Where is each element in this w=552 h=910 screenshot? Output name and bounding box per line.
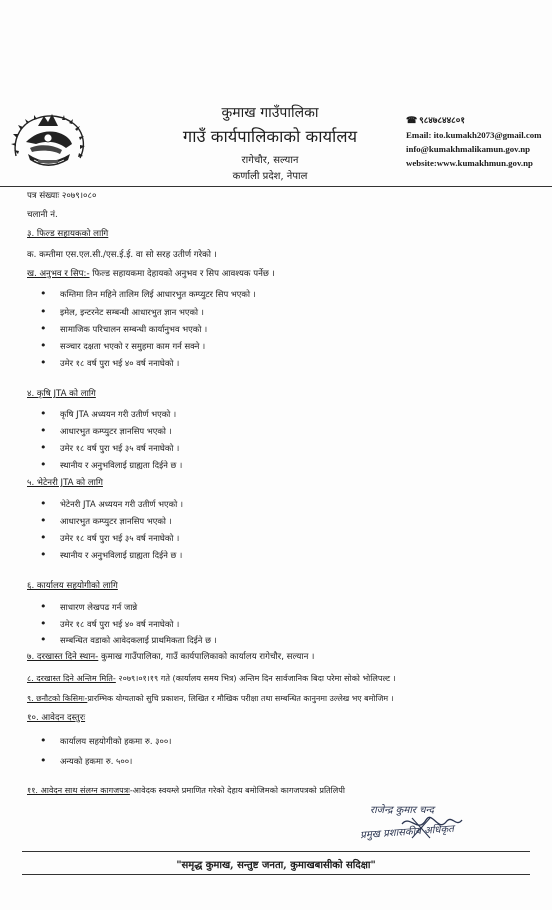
office-name: गाउँ कार्यपालिकाको कार्यालय bbox=[182, 127, 358, 146]
list-item: • आधारभुत कम्प्युटर ज्ञानसिप भएको । bbox=[60, 426, 172, 437]
selection-method-text: प्रारम्भिक योग्यताको सुचि प्रकाशन, लिखित र मौखिक परीक्षा तथा सम्बन्धित कानुनमा उल्लेख भए बमोजिम । bbox=[87, 694, 394, 703]
list-item: • भेटेनरी JTA अध्ययन गरी उतीर्ण भएको । bbox=[60, 499, 183, 510]
list-item: • अन्यको हकमा रु. ५००। bbox=[60, 756, 132, 767]
list-item: • आधारभुत कम्प्युटर ज्ञानसिप भएको । bbox=[60, 516, 172, 527]
deadline-label: ८. दरखास्त दिने अन्तिम मिति- bbox=[27, 673, 116, 683]
list-item: • सम्बन्धित वडाको आवेदकलाई प्राथमिकता दिईने छ । bbox=[60, 635, 217, 646]
section-agri-jta-title: ४. कृषि JTA को लागि bbox=[27, 389, 96, 399]
email-secondary[interactable]: info@kumakhmalikamun.gov.np bbox=[406, 144, 531, 154]
office-province: कर्णाली प्रदेश, नेपाल bbox=[232, 171, 308, 182]
section-field-assistant-qualification: क. कम्तीमा एस.एल.सी./एस.ई.ई. वा सो सरह उतीर्ण गरेको । bbox=[27, 250, 217, 260]
letter-number: पत्र संख्याः २०७९।०८० bbox=[27, 191, 97, 201]
experience-text: फिल्ड सहायकमा देहायको अनुभव र सिप आवश्यक पर्नेछ । bbox=[89, 269, 275, 279]
list-item: • कार्यालय सहयोगीको हकमा रु. ३००। bbox=[60, 736, 171, 747]
footer-divider-top bbox=[22, 851, 530, 852]
section-fee-title: १०. आवेदन दस्तुरः bbox=[27, 713, 86, 723]
list-item: • साधारण लेखपढ गर्न जान्ने bbox=[60, 602, 137, 613]
list-item: • स्थानीय र अनुभविलाई ग्राह्यता दिईने छ । bbox=[60, 460, 182, 471]
list-item: • उमेर १८ वर्ष पुरा भई ३५ वर्ष ननाघेको । bbox=[60, 533, 179, 544]
header-divider bbox=[0, 186, 552, 187]
municipality-emblem bbox=[8, 108, 88, 178]
email-primary[interactable]: Email: ito.kumakh2073@gmail.com bbox=[406, 130, 542, 140]
list-item: • उमेर १८ वर्ष पुरा भई ४० वर्ष ननाघेको । bbox=[60, 619, 179, 630]
list-item: • स्थानीय र अनुभविलाई ग्राह्यता दिईने छ । bbox=[60, 550, 182, 561]
experience-label: ख. अनुभव र सिप:- bbox=[27, 269, 90, 279]
footer-slogan: "समृद्ध कुमाख, सन्तुष्ट जनता, कुमाखबासीको सदिक्षा" bbox=[176, 860, 376, 871]
website-link[interactable]: website:www.kumakhmun.gov.np bbox=[406, 158, 533, 168]
list-item: • सञ्चार दक्षता भएको र समुहमा काम गर्न सक्ने । bbox=[60, 341, 205, 352]
selection-method-label: ९. छनौटको किसिमः- bbox=[27, 694, 88, 703]
section-vet-jta-title: ५. भेटेनरी JTA को लागि bbox=[27, 478, 103, 488]
section-selection-method bbox=[27, 693, 394, 704]
org-name: कुमाख गाउँपालिका bbox=[221, 105, 319, 121]
documents-text: -आवेदक स्वयम्ले प्रमाणित गरेको देहाय बमोजिमको कागजपत्रको प्रतिलिपी bbox=[129, 785, 345, 795]
application-place-label: ७. दरखास्त दिने स्थान- bbox=[27, 652, 99, 662]
footer-divider-bottom bbox=[22, 874, 530, 875]
signature-block bbox=[360, 798, 500, 846]
section-office-helper-title: ६. कार्यालय सहयोगीको लागि bbox=[27, 581, 118, 591]
section-deadline bbox=[27, 673, 396, 684]
deadline-text: २०७९।०१।१९ गते (कार्यालय समय भित्र) अन्तिम दिन सार्वजानिक बिदा परेमा सोको भोलिपल्ट । bbox=[115, 673, 396, 683]
list-item: • इमेल, इन्टरनेट सम्बन्धी आधारभुत ज्ञान भएको । bbox=[60, 307, 204, 318]
section-field-assistant-experience bbox=[27, 269, 275, 280]
documents-label: ११. आवेदन साथ संलग्न कागजपत्रः bbox=[27, 785, 130, 795]
list-item: • उमेर १८ वर्ष पुरा भई ४० वर्ष ननाघेको । bbox=[60, 358, 179, 369]
list-item: • सामाजिक परिचालन सम्बन्धी कार्यानुभव भएको । bbox=[60, 324, 207, 335]
office-address: रागेचौर, सल्यान bbox=[241, 155, 299, 166]
section-application-place bbox=[27, 652, 314, 663]
application-place-text: कुमाख गाउँपालिका, गाउँ कार्यपालिकाको कार्यालय रागेचौर, सल्यान । bbox=[98, 652, 315, 662]
list-item: • कम्तिमा तिन महिने तालिम लिई आधारभुत कम्प्युटर सिप भएको । bbox=[60, 289, 256, 300]
list-item: • उमेर १८ वर्ष पुरा भई ३५ वर्ष ननाघेको । bbox=[60, 443, 179, 454]
section-documents bbox=[27, 785, 345, 796]
signatory-name: राजेन्द्र कुमार चन्द bbox=[370, 805, 434, 816]
list-item: • कृषि JTA अध्ययन गरी उतीर्ण भएको । bbox=[60, 409, 176, 420]
signatory-title: प्रमुख प्रशासकीय अधिकृत bbox=[359, 823, 455, 842]
dispatch-number: चलानी नं. bbox=[27, 210, 58, 220]
phone-number: ☎ ९८४७८४४८०१ bbox=[406, 115, 465, 125]
section-field-assistant-title: ३. फिल्ड सहायकको लागि bbox=[27, 229, 109, 239]
